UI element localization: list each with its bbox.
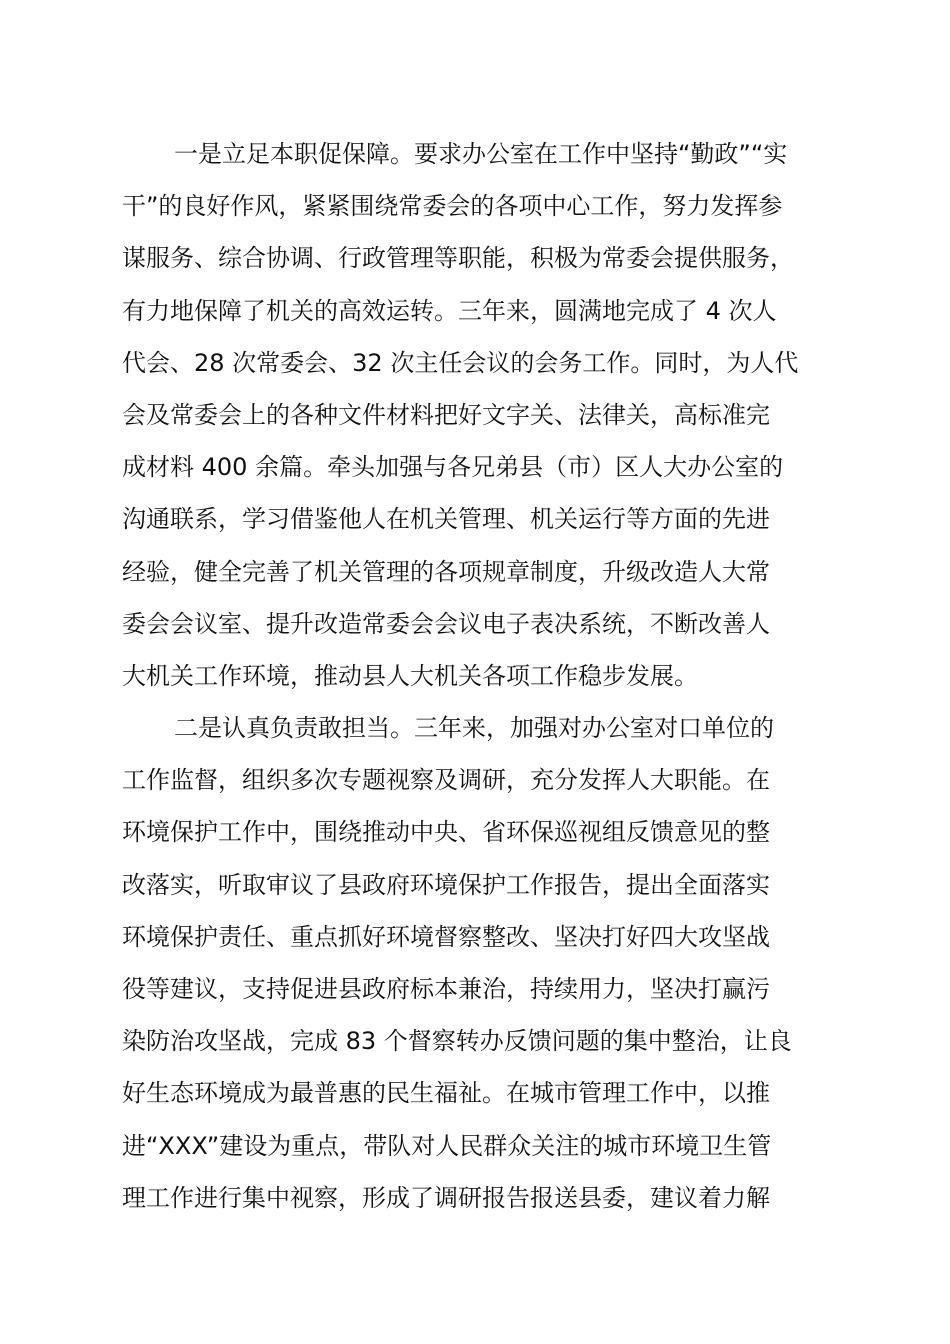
paragraph-line: 会及常委会上的各种文件材料把好文字关、法律关，高标准完 xyxy=(122,400,770,429)
paragraph-line: 一是立足本职促保障。要求办公室在工作中坚持“勤政”“实 xyxy=(174,140,788,168)
paragraph-line: 环境保护工作中，围绕推动中央、省环保巡视组反馈意见的整 xyxy=(122,818,770,847)
paragraph-line: 改落实，听取审议了县政府环境保护工作报告，提出全面落实 xyxy=(122,870,770,899)
paragraph-line: 经验，健全完善了机关管理的各项规章制度，升级改造人大常 xyxy=(122,557,770,586)
paragraph-line: 代会、28 次常委会、32 次主任会议的会务工作。同时，为人代 xyxy=(122,348,799,377)
paragraph-2 xyxy=(122,702,842,1224)
paragraph-line: 谋服务、综合协调、行政管理等职能，积极为常委会提供服务， xyxy=(122,244,794,273)
paragraph-1 xyxy=(122,128,842,702)
paragraph-line: 工作监督，组织多次专题视察及调研，充分发挥人大职能。在 xyxy=(122,766,770,795)
paragraph-line: 理工作进行集中视察，形成了调研报告报送县委，建议着力解 xyxy=(122,1183,770,1212)
paragraph-line: 干”的良好作风，紧紧围绕常委会的各项中心工作，努力发挥参 xyxy=(122,192,783,221)
paragraph-line: 成材料 400 余篇。牵头加强与各兄弟县（市）区人大办公室的 xyxy=(122,453,784,482)
paragraph-line: 好生态环境成为最普惠的民生福祉。在城市管理工作中，以推 xyxy=(122,1079,770,1108)
paragraph-line: 役等建议，支持促进县政府标本兼治，持续用力，坚决打赢污 xyxy=(122,975,770,1003)
paragraph-line: 有力地保障了机关的高效运转。三年来，圆满地完成了 4 次人 xyxy=(122,296,777,325)
paragraph-line: 环境保护责任、重点抓好环境督察整改、坚决打好四大攻坚战 xyxy=(122,922,770,951)
paragraph-line: 委会会议室、提升改造常委会会议电子表决系统，不断改善人 xyxy=(122,609,770,638)
paragraph-line: 进“XXX”建设为重点，带队对人民群众关注的城市环境卫生管 xyxy=(122,1131,772,1160)
paragraph-line: 大机关工作环境，推动县人大机关各项工作稳步发展。 xyxy=(122,661,698,690)
paragraph-line: 沟通联系，学习借鉴他人在机关管理、机关运行等方面的先进 xyxy=(122,505,770,534)
document-body xyxy=(122,128,842,1224)
paragraph-line: 二是认真负责敢担当。三年来，加强对办公室对口单位的 xyxy=(174,714,774,743)
paragraph-line: 染防治攻坚战，完成 83 个督察转办反馈问题的集中整治，让良 xyxy=(122,1027,792,1056)
